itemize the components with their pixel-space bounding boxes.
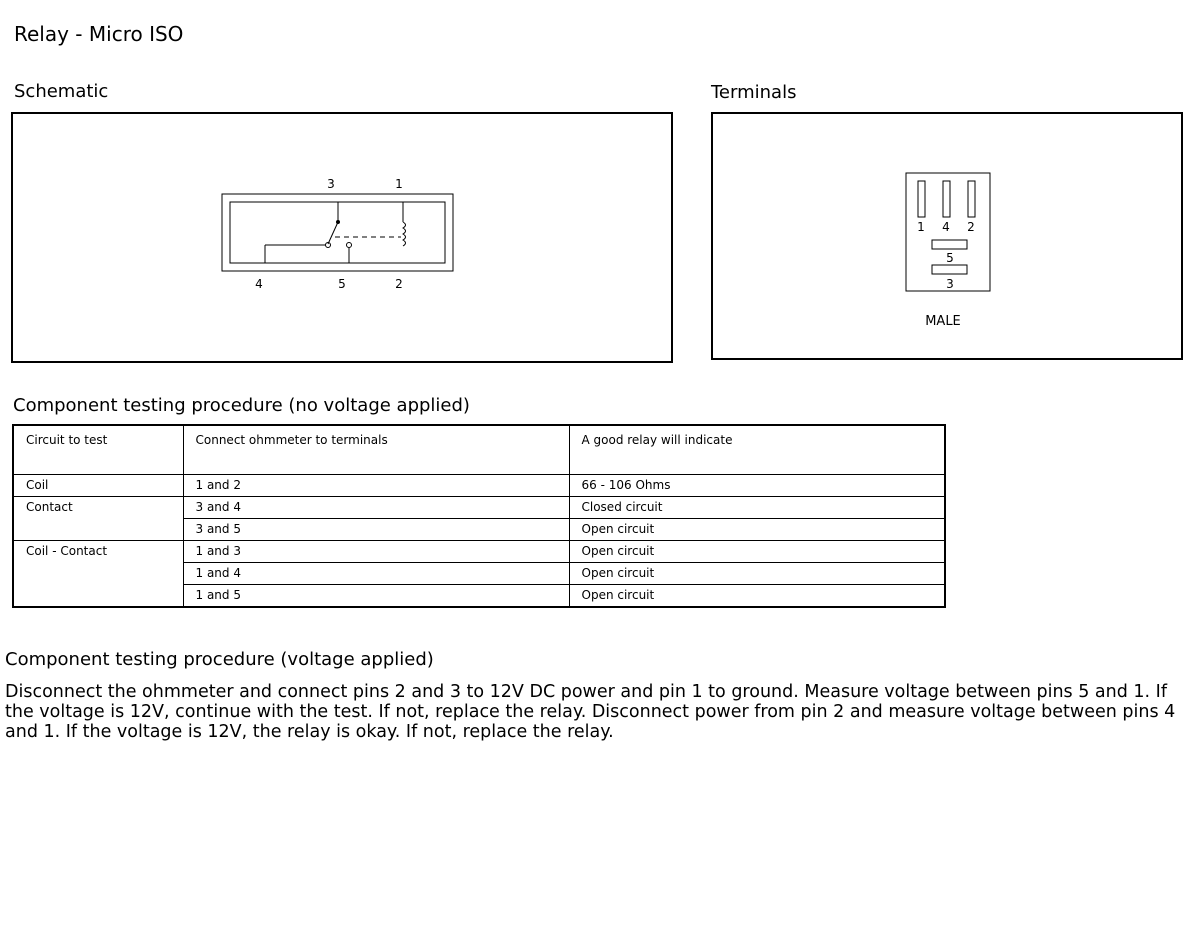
result-cell: Closed circuit bbox=[569, 496, 945, 518]
terminal-1-blade bbox=[918, 181, 925, 217]
terminal-pin-2-label: 2 bbox=[967, 220, 975, 234]
terminal-pin-4-label: 4 bbox=[942, 220, 950, 234]
schematic-pin-5-label: 5 bbox=[338, 277, 346, 291]
schematic-pin-3-label: 3 bbox=[327, 177, 335, 191]
terminals-cell: 3 and 4 bbox=[183, 496, 569, 518]
relay-schematic-diagram bbox=[13, 114, 671, 361]
page-title: Relay - Micro ISO bbox=[14, 22, 184, 46]
coil-symbol bbox=[403, 222, 406, 246]
terminal-3-blade bbox=[932, 265, 967, 274]
contact-5-terminal bbox=[347, 243, 352, 248]
result-cell: Open circuit bbox=[569, 562, 945, 584]
terminals-cell: 1 and 2 bbox=[183, 475, 569, 497]
result-cell: 66 - 106 Ohms bbox=[569, 475, 945, 497]
result-cell: Open circuit bbox=[569, 540, 945, 562]
terminals-panel bbox=[711, 112, 1183, 360]
result-cell: Open circuit bbox=[569, 584, 945, 607]
circuit-cell bbox=[13, 584, 183, 607]
circuit-cell bbox=[13, 518, 183, 540]
terminals-cell: 1 and 5 bbox=[183, 584, 569, 607]
terminal-pin-5-label: 5 bbox=[946, 251, 954, 265]
column-header: A good relay will indicate bbox=[569, 425, 945, 475]
schematic-pin-4-label: 4 bbox=[255, 277, 263, 291]
table-row bbox=[13, 496, 945, 518]
table-row bbox=[13, 540, 945, 562]
table-row bbox=[13, 475, 945, 497]
terminals-cell: 1 and 4 bbox=[183, 562, 569, 584]
table-row bbox=[13, 518, 945, 540]
schematic-pin-1-label: 1 bbox=[395, 177, 403, 191]
voltage-test-instructions: Disconnect the ohmmeter and connect pins 2 and 3 to 12V DC power and pin 1 to ground. Measure voltage between pins 5 and 1. If the voltage is 12V, continue with the test. If not, replace the relay. Disconnect power from pin 2 and measure voltage between pins 4 and 1. If the voltage is 12V, the relay is okay. If not, replace the relay. bbox=[5, 682, 1176, 742]
switch-arm bbox=[328, 222, 338, 244]
column-header: Circuit to test bbox=[13, 425, 183, 475]
result-cell: Open circuit bbox=[569, 518, 945, 540]
voltage-heading: Component testing procedure (voltage applied) bbox=[5, 649, 434, 670]
terminal-pin-1-label: 1 bbox=[917, 220, 925, 234]
terminal-5-blade bbox=[932, 240, 967, 249]
column-header: Connect ohmmeter to terminals bbox=[183, 425, 569, 475]
circuit-cell: Coil - Contact bbox=[13, 540, 183, 562]
table-header-row bbox=[13, 425, 945, 475]
table-row bbox=[13, 562, 945, 584]
terminal-4-blade bbox=[943, 181, 950, 217]
terminal-layout-diagram bbox=[713, 114, 1181, 358]
schematic-heading: Schematic bbox=[14, 81, 109, 102]
table-row bbox=[13, 584, 945, 607]
circuit-cell: Coil bbox=[13, 475, 183, 497]
terminal-2-blade bbox=[968, 181, 975, 217]
no-voltage-heading: Component testing procedure (no voltage applied) bbox=[13, 395, 470, 416]
circuit-cell bbox=[13, 562, 183, 584]
terminals-heading: Terminals bbox=[711, 82, 797, 103]
schematic-pin-2-label: 2 bbox=[395, 277, 403, 291]
schematic-panel bbox=[11, 112, 673, 363]
terminals-cell: 3 and 5 bbox=[183, 518, 569, 540]
circuit-cell: Contact bbox=[13, 496, 183, 518]
connector-type-label: MALE bbox=[925, 314, 961, 329]
terminals-cell: 1 and 3 bbox=[183, 540, 569, 562]
resistance-test-table bbox=[12, 424, 946, 608]
terminal-pin-3-label: 3 bbox=[946, 277, 954, 291]
